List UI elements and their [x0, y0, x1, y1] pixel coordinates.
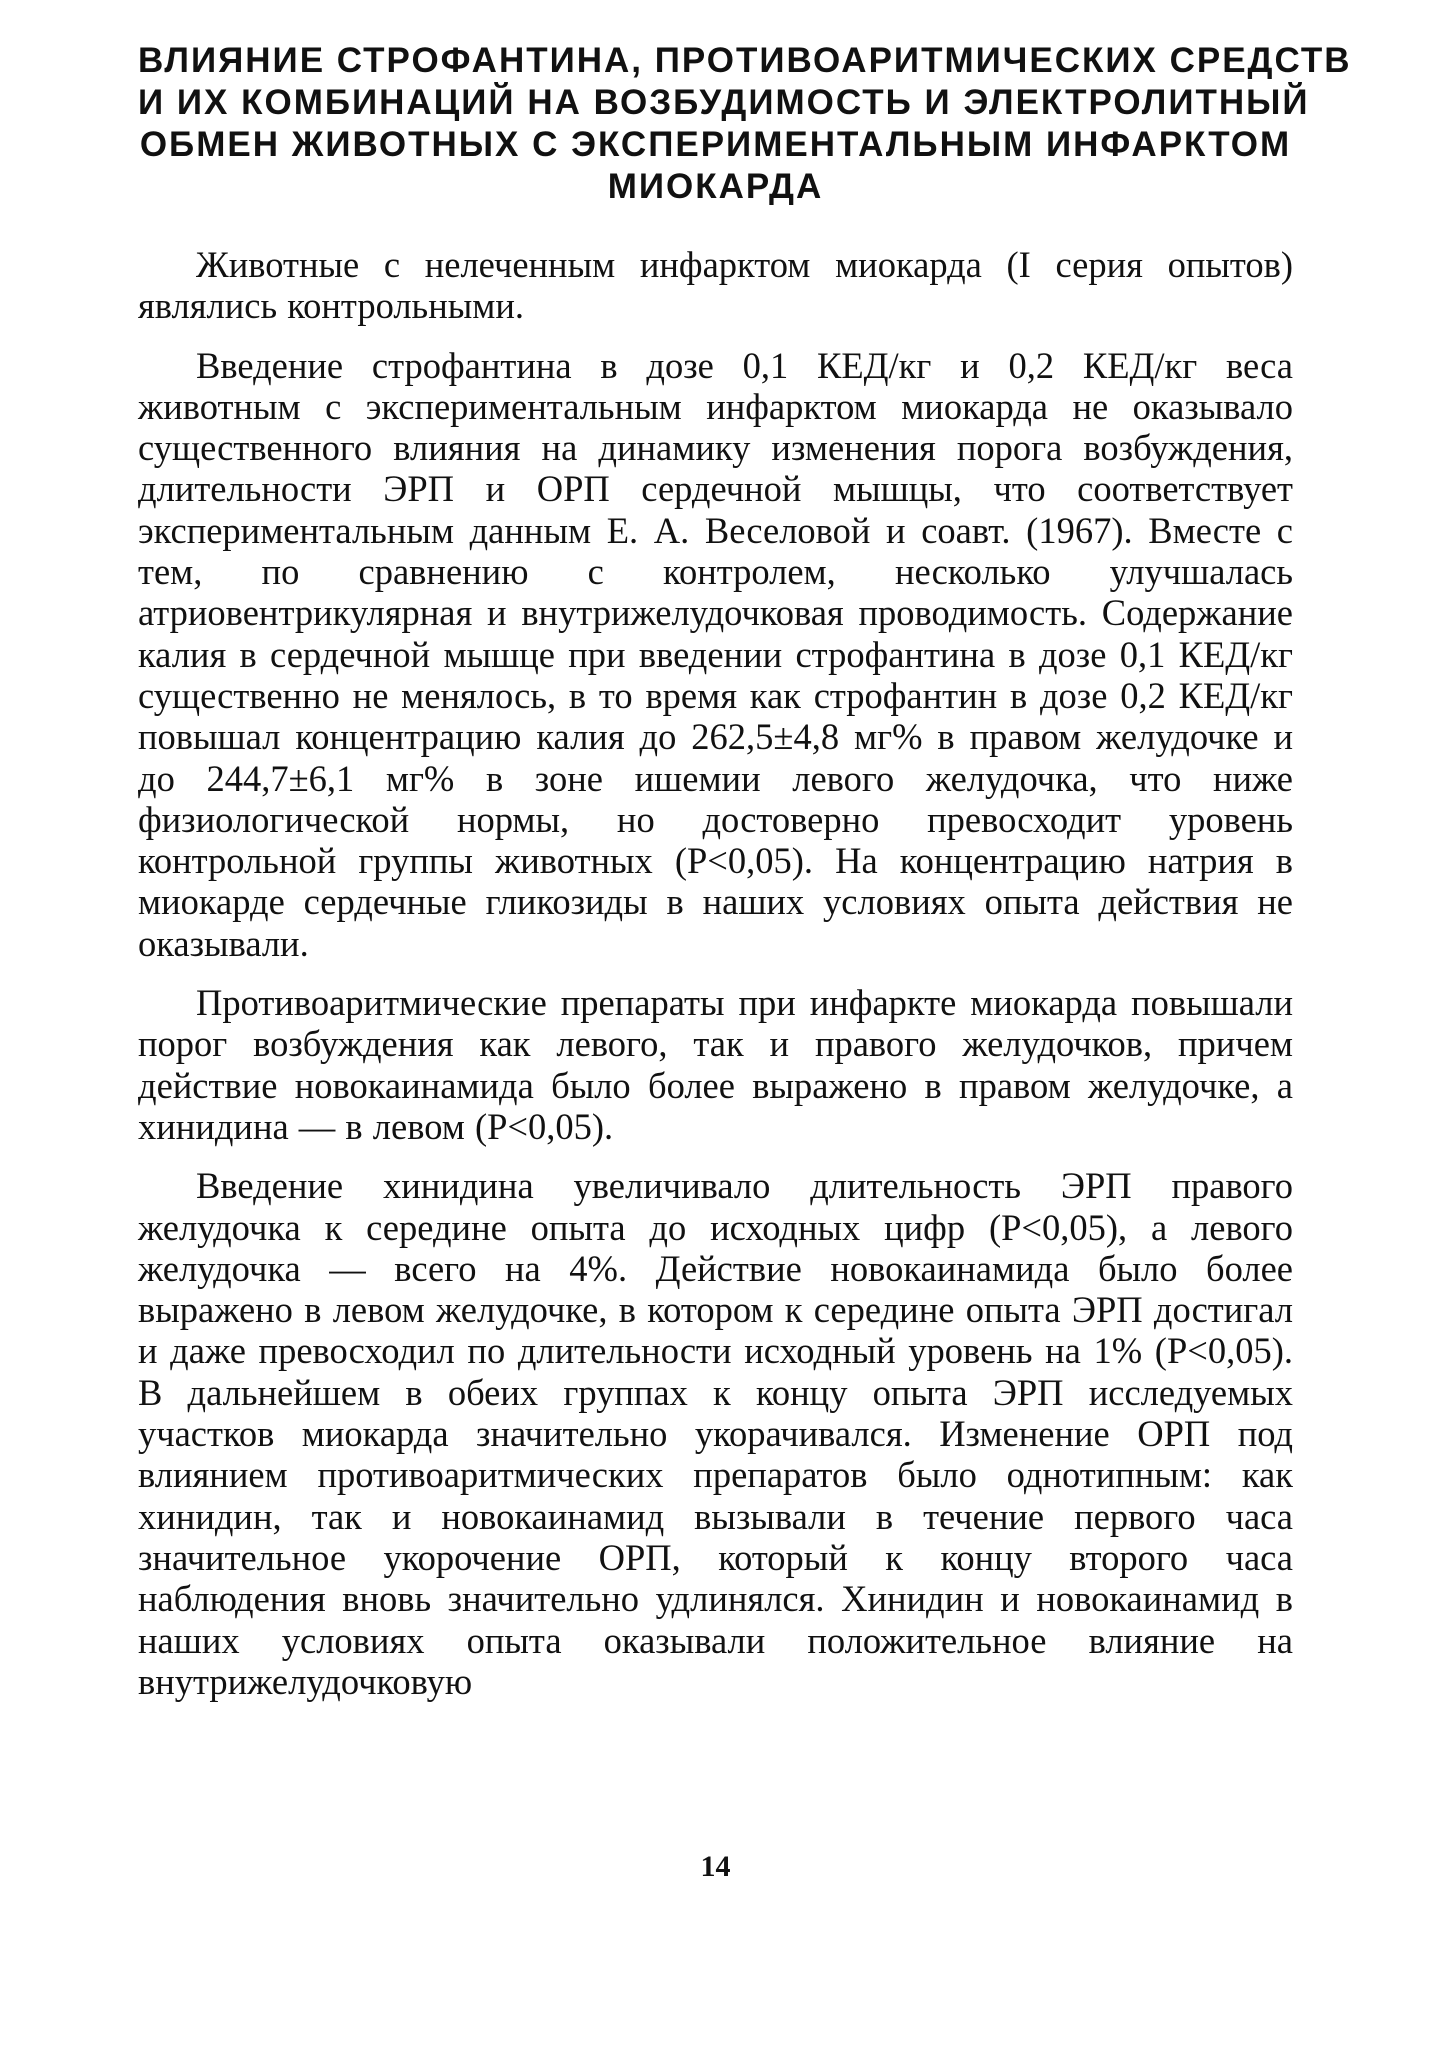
paragraph-antiarrhythmics: Противоаритмические препараты при инфаркте миокарда повышали порог возбуждения как левого, так и правого желудочков, причем действие новокаинамида было более выражено в правом желудочке, а хинидина — в левом (Р<0,05). — [138, 982, 1293, 1147]
page-number: 14 — [700, 1850, 731, 1883]
paragraph-control-group: Животные с нелеченным инфарктом миокарда (I серия опытов) являлись контрольными. — [138, 244, 1293, 327]
document-page — [138, 40, 1352, 2030]
title-line: МИОКАРДА — [607, 167, 824, 206]
title-line: И ИХ КОМБИНАЦИЙ НА ВОЗБУДИМОСТЬ И ЭЛЕКТРОЛИТНЫЙ — [138, 83, 1310, 122]
paragraph-quinidine: Введение хинидина увеличивало длительность ЭРП правого желудочка к середине опыта до исходных цифр (Р<0,05), а левого желудочка — всего на 4%. Действие новокаинамида было более выражено в левом желудочке, в котором к середине опыта ЭРП достигал и даже превосходил по длительности исходный уровень на 1% (Р<0,05). В дальнейшем в обеих группах к концу опыта ЭРП исследуемых участков миокарда значительно укорачивался. Изменение ОРП под влиянием противоаритмических препаратов было однотипным: как хинидин, так и новокаинамид вызывали в течение первого часа значительное укорочение ОРП, который к концу второго часа наблюдения вновь значительно удлинялся. Хинидин и новокаинамид в наших условиях опыта оказывали положительное влияние на внутрижелудочковую — [138, 1165, 1293, 1702]
title-line: ВЛИЯНИЕ СТРОФАНТИНА, ПРОТИВОАРИТМИЧЕСКИХ СРЕДСТВ — [138, 41, 1352, 80]
paragraph-strophanthin: Введение строфантина в дозе 0,1 КЕД/кг и 0,2 КЕД/кг веса животным с экспериментальным инфарктом миокарда не оказывало существенного влияния на динамику изменения порога возбуждения, длительности ЭРП и ОРП сердечной мышцы, что соответствует экспериментальным данным Е. А. Веселовой и соавт. (1967). Вместе с тем, по сравнению с контролем, несколько улучшалась атриовентрикулярная и внутрижелудочковая проводимость. Содержание калия в сердечной мышце при введении строфантина в дозе 0,1 КЕД/кг существенно не менялось, в то время как строфантин в дозе 0,2 КЕД/кг повышал концентрацию калия до 262,5±4,8 мг% в правом желудочке и до 244,7±6,1 мг% в зоне ишемии левого желудочка, что ниже физиологической нормы, но достоверно превосходит уровень контрольной группы животных (Р<0,05). На концентрацию натрия в миокарде сердечные гликозиды в наших условиях опыта действия не оказывали. — [138, 344, 1293, 964]
title-line: ОБМЕН ЖИВОТНЫХ С ЭКСПЕРИМЕНТАЛЬНЫМ ИНФАРКТОМ — [139, 125, 1292, 164]
document-title — [138, 40, 1352, 208]
